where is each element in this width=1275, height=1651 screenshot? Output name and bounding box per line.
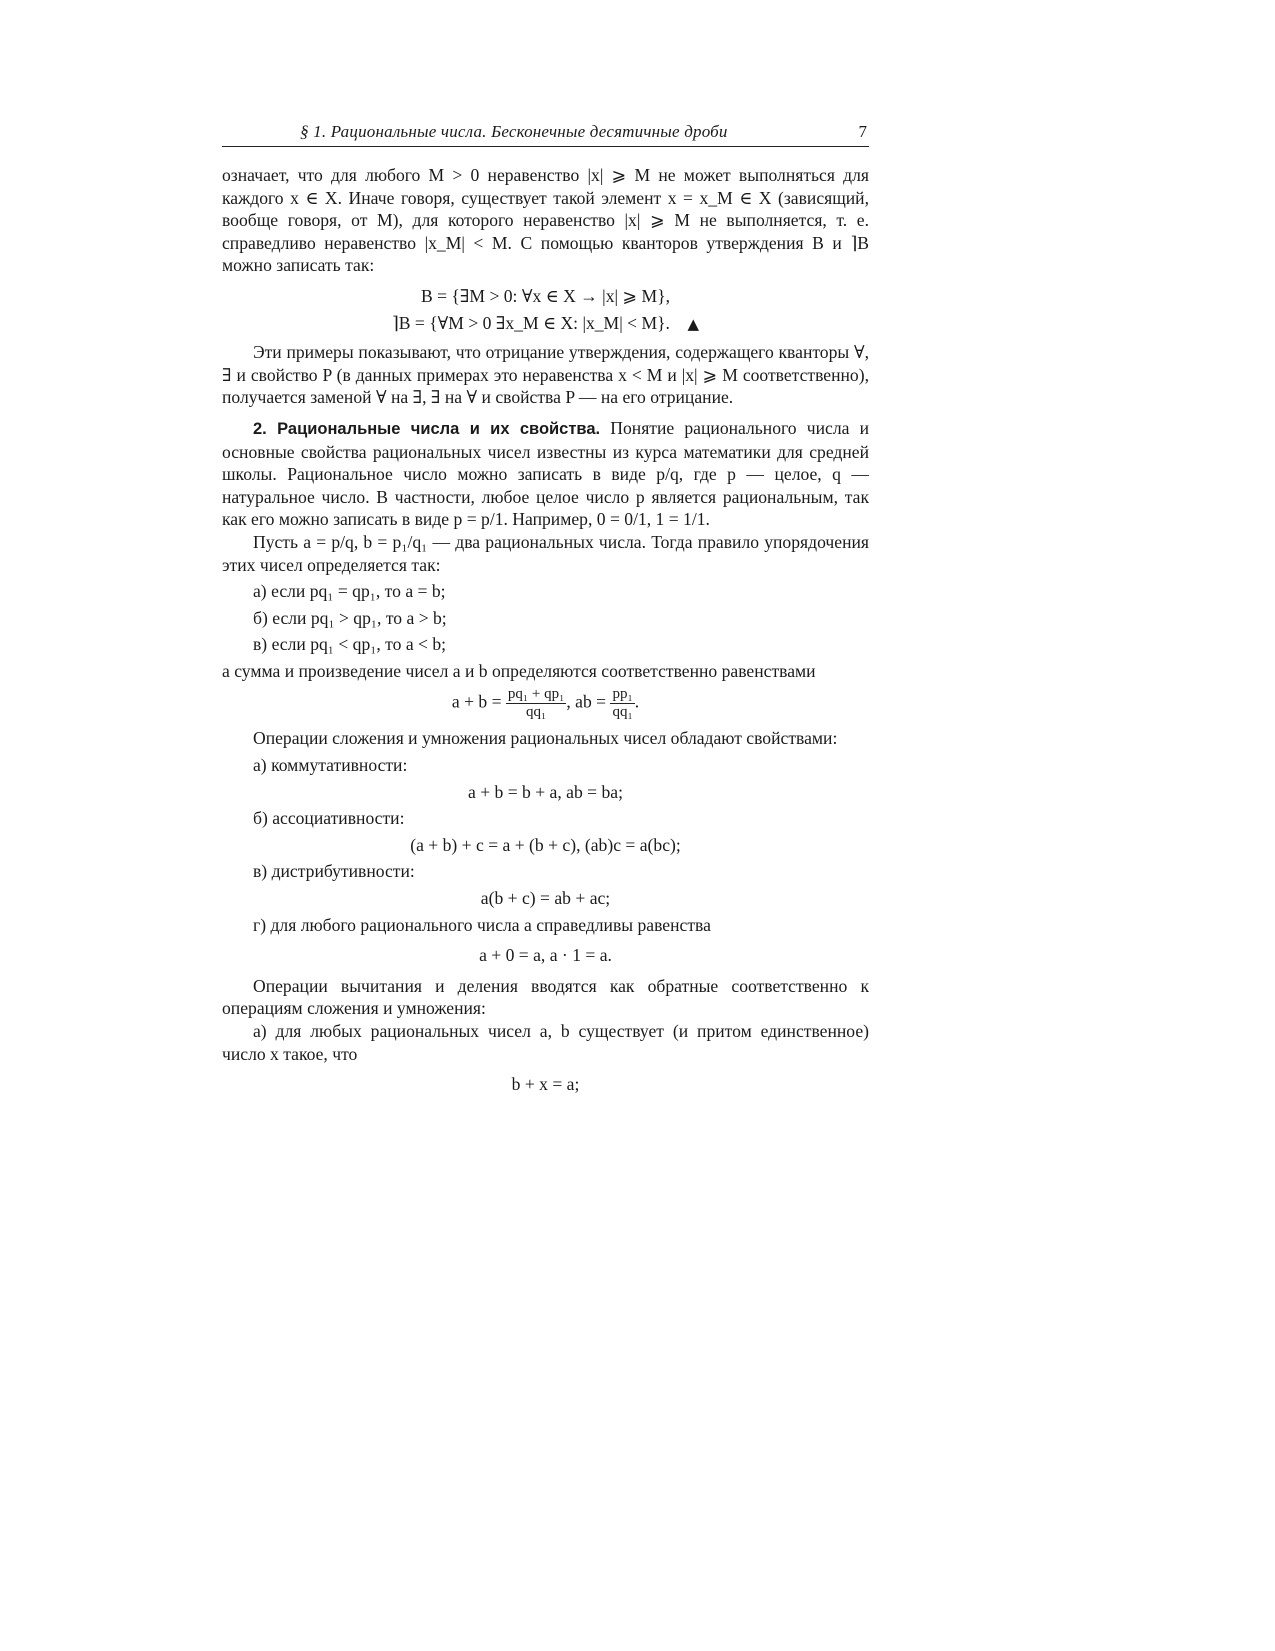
order-item-greater: б) если pq₁ > qp₁, то a > b;: [253, 607, 447, 628]
paragraph-rational-numbers: 2. Рациональные числа и их свойства. Понятие рационального числа и основные свойства рациональных чисел известны из курса математики для средней школы. Рациональное число можно записать в виде p/q, где p — целое, q — натуральное число. В частности, любое целое число p является рациональным, так как его можно записать в виде p = p/1. Например, 0 = 0/1, 1 = 1/1.: [222, 417, 869, 530]
paragraph-subtraction: а) для любых рациональных чисел a, b существует (и притом единственное) число x такое, что: [222, 1021, 869, 1064]
page-header: [222, 118, 869, 147]
paragraph-inverse-operations: Операции вычитания и деления вводятся как обратные соответственно к операциям сложения и умножения:: [222, 975, 869, 1019]
property-commutativity: а) коммутативности:: [253, 755, 408, 776]
page-number: 7: [858, 122, 867, 141]
order-item-less: в) если pq₁ < qp₁, то a < b;: [253, 634, 447, 655]
formula-distributivity: a(b + c) = ab + ac;: [480, 888, 611, 909]
page-body: [222, 164, 869, 1096]
running-head: § 1. Рациональные числа. Бесконечные десятичные дроби: [300, 122, 728, 141]
fraction-product: $\frac{\text{pp₁}}{\text{qq₁}}$: [612, 686, 633, 721]
fraction-sum: $\frac{\text{pq₁ + qp₁}}{\text{qq₁}}$: [507, 686, 565, 721]
property-identity: г) для любого рационального числа a справедливы равенства: [253, 914, 711, 935]
paragraph-negation-meaning: означает, что для любого M > 0 неравенство |x| ⩾ M не может выполняться для каждого x ∈ X. Иначе говоря, существует такой элемент x = x_M ∈ X (зависящий, вообще говоря, от M), для которого неравенство |x| ⩾ M не выполняется, т. е. справедливо неравенство |x_M| < M. С помощью кванторов утверждения B и ⌉B можно записать так:: [222, 165, 869, 276]
paragraph-operation-properties: Операции сложения и умножения рациональных чисел обладают свойствами:: [253, 728, 838, 749]
formula-identity: a + 0 = a, a · 1 = a.: [479, 945, 612, 966]
formula-B: B = {∃M > 0: ∀x ∈ X → |x| ⩾ M},: [420, 285, 671, 306]
paragraph-ordering: Пусть a = p/q, b = p₁/q₁ — два рациональных числа. Тогда правило упорядочения этих чисел определяется так:: [222, 531, 869, 575]
property-associativity: б) ассоциативности:: [253, 808, 405, 829]
section-title: 2. Рациональные числа и их свойства.: [253, 419, 601, 438]
order-item-equal: а) если pq₁ = qp₁, то a = b;: [253, 581, 446, 602]
formula-associativity: (a + b) + c = a + (b + c), (ab)c = a(bc);: [410, 834, 681, 855]
paragraph-sum-product: а сумма и произведение чисел a и b определяются соответственно равенствами: [222, 660, 816, 681]
paragraph-quantifier-examples: Эти примеры показывают, что отрицание утверждения, содержащего кванторы ∀, ∃ и свойство P (в данных примерах это неравенства x < M и |x| ⩾ M соответственно), получается заменой ∀ на ∃, ∃ на ∀ и свойства P — на его отрицание.: [222, 342, 869, 408]
formula-commutativity: a + b = b + a, ab = ba;: [468, 781, 623, 802]
formula-subtraction: b + x = a;: [511, 1074, 580, 1095]
formula-sum-product: a + b = $\frac{\text{pq₁ + qp₁}}{\text{qq₁}}$ , ab = $\frac{\text{pp₁}}{\text{qq₁}}$ .: [451, 686, 640, 721]
property-distributivity: в) дистрибутивности:: [253, 861, 415, 882]
end-of-proof-mark: ▲: [687, 314, 700, 333]
formula-not-B: ⌉B = {∀M > 0 ∃x_M ∈ X: |x_M| < M}. ▲: [391, 312, 700, 333]
